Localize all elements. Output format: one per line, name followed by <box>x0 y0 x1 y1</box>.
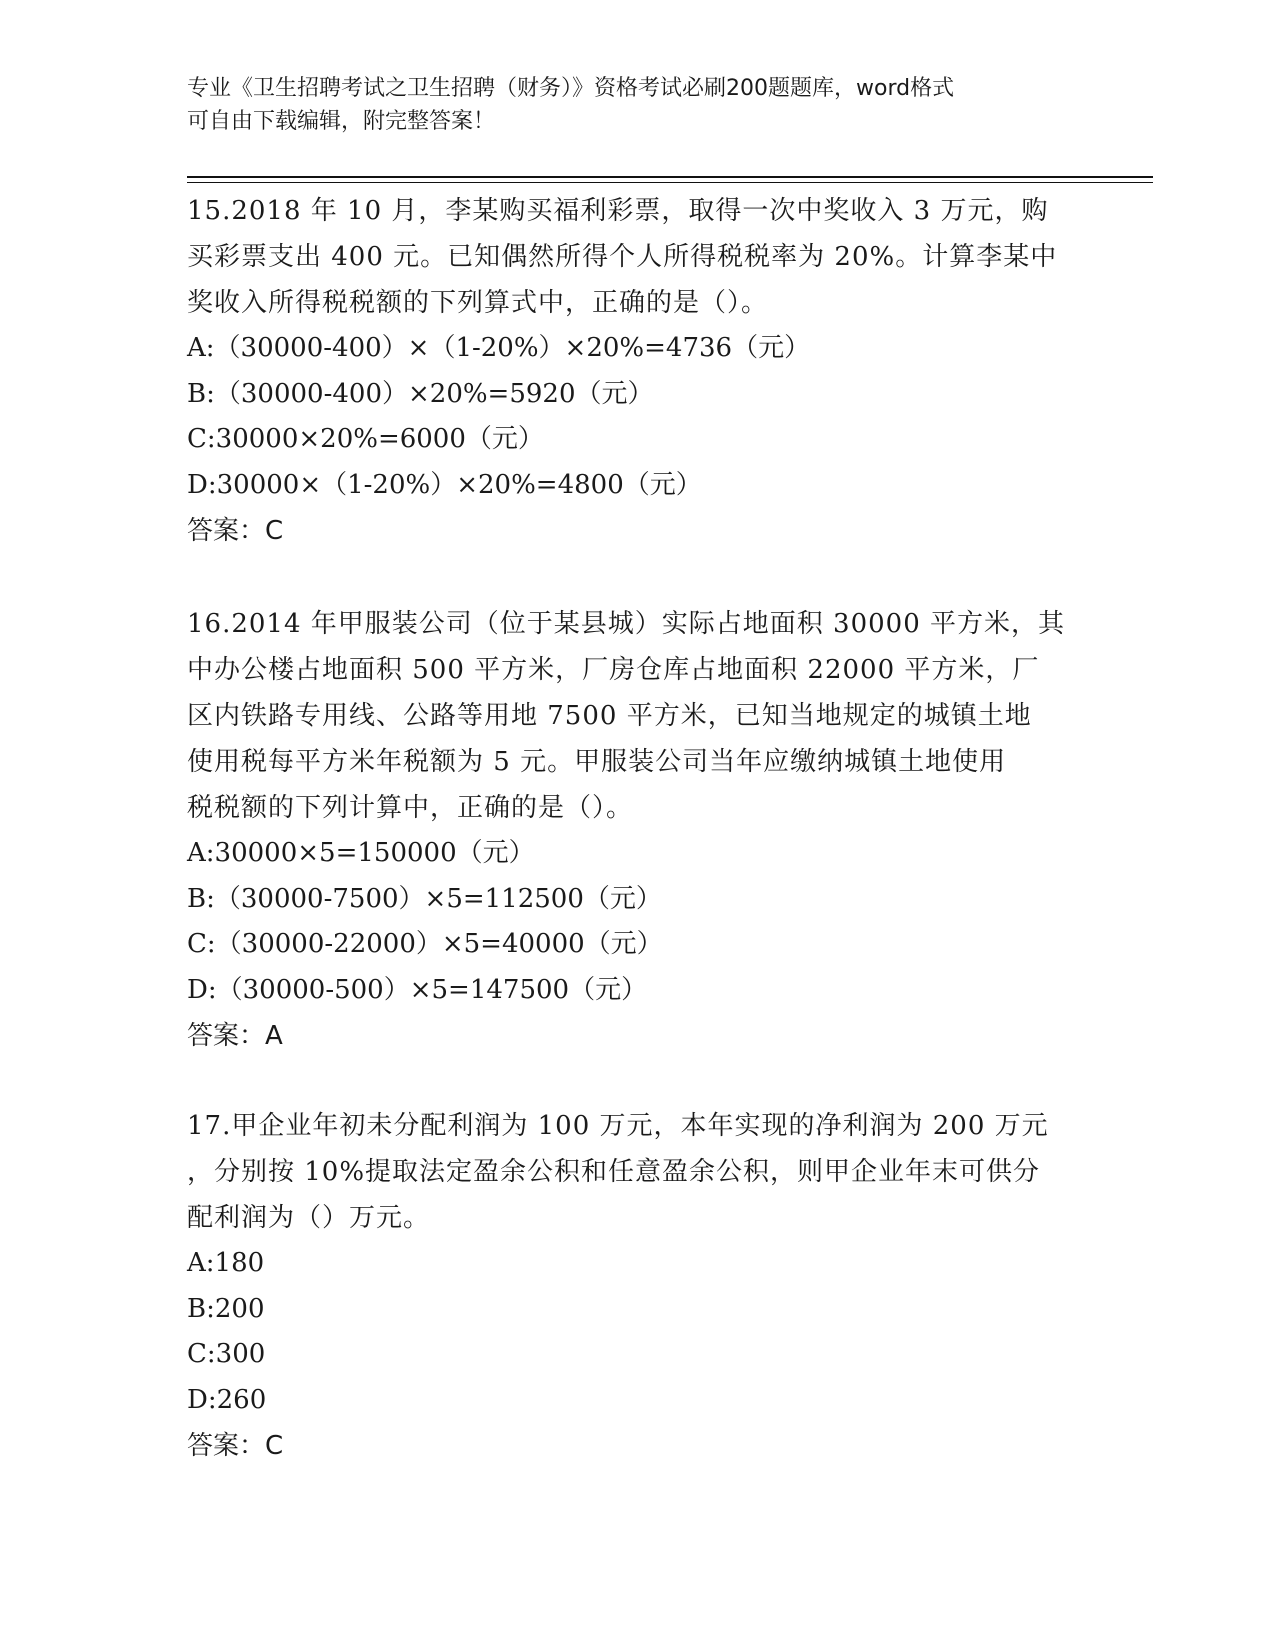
question-17 <box>187 1103 1087 1469</box>
question-stem-line: 税税额的下列计算中，正确的是（）。 <box>187 793 634 823</box>
option-a: A:180 <box>187 1248 265 1278</box>
answer: 答案：C <box>187 516 284 546</box>
option-d: D:260 <box>187 1384 267 1415</box>
question-16 <box>187 601 1087 1059</box>
option-b: B:（30000-7500）×5=112500（元） <box>187 883 662 914</box>
option-b: B:（30000-400）×20%=5920（元） <box>187 378 654 409</box>
option-c: C:300 <box>187 1339 266 1369</box>
question-stem-line: 中办公楼占地面积 500 平方米，厂房仓库占地面积 22000 平方米，厂 <box>187 655 1040 685</box>
question-stem-line: 17.甲企业年初未分配利润为 100 万元，本年实现的净利润为 200 万元 <box>187 1111 1049 1141</box>
option-b: B:200 <box>187 1293 265 1324</box>
answer: 答案：C <box>187 1431 284 1461</box>
question-stem-line: 区内铁路专用线、公路等用地 7500 平方米，已知当地规定的城镇土地 <box>187 701 1032 731</box>
answer: 答案：A <box>187 1021 283 1051</box>
header-rule-thick <box>187 176 1153 178</box>
option-d: D:30000×（1-20%）×20%=4800（元） <box>187 469 702 500</box>
option-c: C:（30000-22000）×5=40000（元） <box>187 929 663 959</box>
question-stem-line: 奖收入所得税税额的下列算式中，正确的是（）。 <box>187 288 769 318</box>
option-c: C:30000×20%=6000（元） <box>187 424 544 454</box>
question-stem-line: ，分别按 10%提取法定盈余公积和任意盈余公积，则甲企业年末可供分 <box>187 1157 1041 1187</box>
question-stem-line: 16.2014 年甲服装公司（位于某县城）实际占地面积 30000 平方米，其 <box>187 609 1066 639</box>
question-stem-line: 使用税每平方米年税额为 5 元。甲服装公司当年应缴纳城镇土地使用 <box>187 747 1007 777</box>
header-rule-thin <box>187 182 1153 183</box>
option-d: D:（30000-500）×5=147500（元） <box>187 974 648 1005</box>
question-stem-line: 买彩票支出 400 元。已知偶然所得个人所得税税率为 20%。计算李某中 <box>187 242 1058 272</box>
header-line-2: 可自由下载编辑，附完整答案！ <box>187 109 496 134</box>
header-line-1: 专业《卫生招聘考试之卫生招聘（财务）》资格考试必刷200题题库，word格式 <box>187 76 955 101</box>
option-a: A:（30000-400）×（1-20%）×20%=4736（元） <box>187 333 811 363</box>
question-15 <box>187 188 1087 554</box>
option-a: A:30000×5=150000（元） <box>187 838 535 868</box>
question-stem-line: 15.2018 年 10 月，李某购买福利彩票，取得一次中奖收入 3 万元，购 <box>187 196 1049 226</box>
question-stem-line: 配利润为（）万元。 <box>187 1203 431 1233</box>
document-header <box>187 72 1087 138</box>
